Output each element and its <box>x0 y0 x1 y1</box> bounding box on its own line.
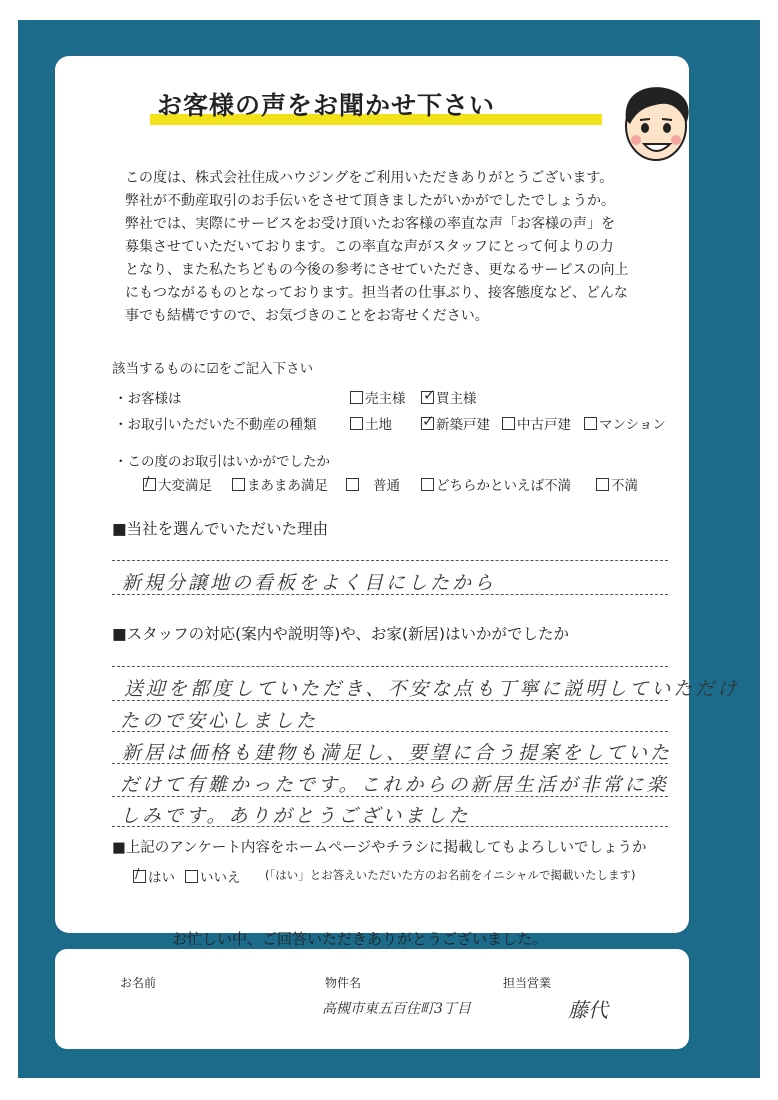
reason-answer: 新規分譲地の看板をよく目にしたから <box>122 572 497 594</box>
intro-text <box>125 167 673 328</box>
staff-answer-line: だけて有難かったです。これからの新居生活が非常に楽 <box>120 774 669 796</box>
checkbox[interactable] <box>350 417 363 430</box>
option-land[interactable]: 土地 <box>350 413 392 433</box>
staff-heading: ■スタッフの対応(案内や説明等)や、お家(新居)はいかがでしたか <box>112 625 570 643</box>
checkbox[interactable] <box>185 870 198 883</box>
divider <box>112 594 668 595</box>
staff-answer-line: 新居は価格も建物も満足し、要望に合う提案をしていた <box>122 742 673 764</box>
checkbox[interactable] <box>350 391 363 404</box>
option-seller[interactable]: 売主様 <box>350 387 406 407</box>
option-somewhat-satisfied[interactable]: まあまあ満足 <box>232 474 328 494</box>
option-yes[interactable]: / はい <box>135 867 175 886</box>
consent-heading: ■上記のアンケート内容をホームページやチラシに掲載してもよろしいでしょうか <box>112 840 647 856</box>
checklist-instruction: 該当するものに☑をご記入下さい <box>112 361 314 377</box>
intro-line: 事でも結構ですので、お気づきのことをお寄せください。 <box>125 308 489 324</box>
name-label: お名前 <box>120 976 157 990</box>
option-somewhat-dissatisfied[interactable]: どちらかといえば不満 <box>421 474 571 494</box>
page-title: お客様の声をお聞かせ下さい <box>157 91 496 120</box>
property-label: 物件名 <box>325 976 362 990</box>
checkbox-checked[interactable]: / <box>133 870 146 883</box>
divider <box>112 796 668 797</box>
divider <box>112 666 668 667</box>
staff-answer-line: たので安心しました <box>120 710 319 732</box>
checkbox[interactable] <box>346 478 359 491</box>
option-buyer[interactable]: ✓ 買主様 <box>423 386 477 407</box>
staff-label: 担当営業 <box>503 976 552 990</box>
customer-type-label: ・お客様は <box>114 391 182 407</box>
checkbox[interactable] <box>502 417 515 430</box>
option-no[interactable]: いいえ <box>185 866 241 886</box>
checkbox[interactable] <box>421 478 434 491</box>
reason-heading: ■当社を選んでいただいた理由 <box>112 520 329 538</box>
divider <box>112 763 668 764</box>
checkbox-checked[interactable]: / <box>143 478 156 491</box>
option-used-house[interactable]: 中古戸建 <box>502 413 571 433</box>
checkbox[interactable] <box>596 478 609 491</box>
property-value: 高槻市東五百住町3丁目 <box>322 1001 471 1017</box>
option-mansion[interactable]: マンション <box>584 413 666 433</box>
divider <box>112 700 668 701</box>
intro-line: となり、また私たちどもの今後の参考にさせていただき、更なるサービスの向上 <box>125 262 629 278</box>
staff-answer-line: しみです。ありがとうございました <box>120 805 471 827</box>
staff-value: 藤代 <box>568 998 608 1022</box>
divider <box>112 826 668 827</box>
intro-line: にもつながるものとなっております。担当者の仕事ぶり、接客態度など、どんな <box>125 285 628 301</box>
intro-line: この度は、株式会社住成ハウジングをご利用いただきありがとうございます。 <box>125 170 614 186</box>
divider <box>112 560 668 561</box>
option-new-house[interactable]: ✓ 新築戸建 <box>422 412 490 433</box>
option-dissatisfied[interactable]: 不満 <box>596 474 638 494</box>
checkbox[interactable] <box>584 417 597 430</box>
checkbox[interactable] <box>232 478 245 491</box>
property-type-label: ・お取引いただいた不動産の種類 <box>114 417 317 433</box>
option-neutral[interactable]: 普通 <box>346 474 400 494</box>
option-very-satisfied[interactable]: / 大変満足 <box>145 475 212 494</box>
consent-note: (「はい」とお答えいただいた方のお名前をイニシャルで掲載いたします) <box>265 868 636 882</box>
checkbox-checked[interactable]: ✓ <box>422 412 435 430</box>
closing-message: お忙しい中、ご回答いただきありがとうございました。 <box>172 930 548 948</box>
satisfaction-label: ・この度のお取引はいかがでしたか <box>114 454 330 470</box>
staff-answer-line: 送迎を都度していただき、不安な点も丁寧に説明していただけ <box>124 678 740 700</box>
intro-line: 弊社が不動産取引のお手伝いをさせて頂きましたがいかがでしたでしょうか。 <box>125 193 615 209</box>
intro-line: 弊社では、実際にサービスをお受け頂いたお客様の率直な声「お客様の声」を <box>125 216 615 232</box>
intro-line: 募集させていただいております。この率直な声がスタッフにとって何よりの力 <box>125 239 614 255</box>
smiling-man-icon <box>612 80 696 170</box>
checkbox-checked[interactable]: ✓ <box>423 386 436 404</box>
divider <box>112 731 668 732</box>
